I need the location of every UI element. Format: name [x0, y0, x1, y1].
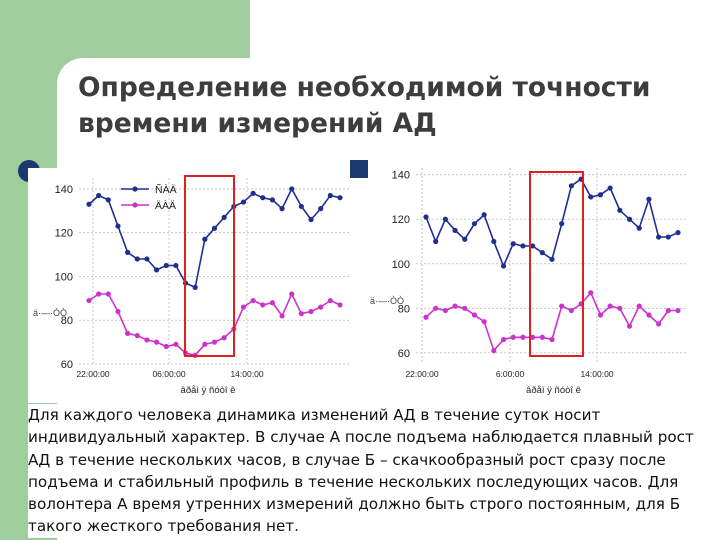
data-point	[608, 185, 613, 190]
data-point	[96, 291, 101, 296]
data-point	[549, 257, 554, 262]
series-line-diastolic	[89, 294, 340, 355]
data-point	[646, 197, 651, 202]
legend-label: ÄÀÄ	[155, 200, 177, 212]
data-point	[144, 256, 149, 261]
data-point	[452, 303, 457, 308]
slide-title: Определение необходимой точности времени измерений АД	[78, 72, 651, 139]
x-tick-label: 6:00:00	[495, 369, 525, 379]
data-point	[482, 212, 487, 217]
data-point	[540, 250, 545, 255]
data-point	[193, 285, 198, 290]
data-point	[540, 335, 545, 340]
y-tick-label: 140	[54, 183, 73, 196]
data-point	[106, 291, 111, 296]
data-point	[154, 267, 159, 272]
data-point	[144, 337, 149, 342]
data-point	[106, 197, 111, 202]
data-point	[472, 221, 477, 226]
data-point	[549, 337, 554, 342]
data-point	[423, 214, 428, 219]
series-line-systolic	[89, 189, 340, 288]
data-point	[270, 300, 275, 305]
legend-marker	[132, 186, 137, 191]
data-point	[241, 305, 246, 310]
y-tick-label: 80	[60, 315, 73, 328]
data-point	[270, 197, 275, 202]
data-point	[617, 208, 622, 213]
data-point	[318, 206, 323, 211]
data-point	[452, 228, 457, 233]
y-tick-label: 120	[54, 227, 73, 240]
data-point	[337, 195, 342, 200]
data-point	[520, 243, 525, 248]
data-point	[520, 335, 525, 340]
data-point	[279, 313, 284, 318]
data-point	[299, 311, 304, 316]
x-tick-label: 14:00:00	[230, 369, 264, 379]
data-point	[646, 312, 651, 317]
data-point	[491, 239, 496, 244]
series-line-systolic	[426, 179, 678, 266]
side-label: ä·—·ÒÒ	[33, 307, 68, 318]
data-point	[569, 308, 574, 313]
y-tick-label: 60	[60, 359, 73, 371]
data-point	[212, 340, 217, 345]
data-point	[173, 342, 178, 347]
y-tick-label: 60	[397, 347, 410, 360]
data-point	[222, 335, 227, 340]
legend-label: ÑÀÄ	[155, 184, 177, 196]
data-point	[125, 250, 130, 255]
data-point	[433, 239, 438, 244]
data-point	[308, 309, 313, 314]
data-point	[164, 263, 169, 268]
x-tick-label: 14:00:00	[580, 369, 614, 379]
y-tick-label: 80	[397, 303, 410, 316]
data-point	[308, 217, 313, 222]
data-point	[328, 193, 333, 198]
data-point	[491, 348, 496, 353]
data-point	[617, 306, 622, 311]
highlight-box	[185, 176, 234, 356]
data-point	[559, 221, 564, 226]
data-point	[637, 303, 642, 308]
data-point	[115, 224, 120, 229]
data-point	[569, 183, 574, 188]
data-point	[318, 305, 323, 310]
x-tick-label: 06:00:00	[152, 369, 186, 379]
data-point	[598, 192, 603, 197]
data-point	[115, 309, 120, 314]
y-tick-label: 100	[391, 258, 410, 271]
chart-b	[416, 168, 688, 364]
data-point	[433, 306, 438, 311]
data-point	[328, 298, 333, 303]
y-tick-label: 100	[54, 271, 73, 284]
data-point	[656, 321, 661, 326]
data-point	[337, 302, 342, 307]
data-point	[289, 186, 294, 191]
data-point	[289, 291, 294, 296]
data-point	[472, 312, 477, 317]
side-label: ä·—·ÒÒ	[370, 295, 405, 306]
data-point	[511, 241, 516, 246]
data-point	[135, 333, 140, 338]
legend-marker	[132, 202, 137, 207]
y-tick-label: 120	[391, 214, 410, 227]
data-point	[251, 298, 256, 303]
data-point	[135, 256, 140, 261]
data-point	[675, 230, 680, 235]
x-axis-label: âðåì ÿ ñóòî ê	[180, 385, 236, 396]
data-point	[675, 308, 680, 313]
data-point	[423, 315, 428, 320]
data-point	[251, 191, 256, 196]
data-point	[637, 226, 642, 231]
data-point	[164, 344, 169, 349]
data-point	[96, 193, 101, 198]
data-point	[125, 331, 130, 336]
x-axis-label: âðåì ÿ ñóòî ê	[526, 385, 581, 396]
data-point	[666, 234, 671, 239]
data-point	[588, 194, 593, 199]
description-text: Для каждого человека динамика изменений АД в течение суток носит индивидуальный характер. В случае А после подъема наблюдается плавный рост АД в течение нескольких часов, в случае Б – скачкообразный рост сразу после подъема и стабильный профиль в течение нескольких последующих часов. Для волонтера А время утренних измерений должно быть строго постоянным, для Б такого жесткого требования нет.	[28, 404, 708, 538]
x-tick-label: 22:00:00	[76, 369, 110, 379]
data-point	[443, 217, 448, 222]
data-point	[202, 342, 207, 347]
data-point	[443, 308, 448, 313]
data-point	[627, 217, 632, 222]
data-point	[588, 290, 593, 295]
y-tick-label: 140	[391, 169, 410, 182]
data-point	[501, 263, 506, 268]
data-point	[260, 302, 265, 307]
data-point	[173, 263, 178, 268]
data-point	[462, 306, 467, 311]
data-point	[666, 308, 671, 313]
data-point	[86, 298, 91, 303]
data-point	[511, 335, 516, 340]
data-point	[279, 206, 284, 211]
data-point	[202, 237, 207, 242]
data-point	[154, 340, 159, 345]
data-point	[222, 215, 227, 220]
data-point	[656, 234, 661, 239]
data-point	[260, 195, 265, 200]
data-point	[627, 324, 632, 329]
data-point	[482, 319, 487, 324]
data-point	[241, 199, 246, 204]
x-tick-label: 22:00:00	[405, 369, 439, 379]
data-point	[299, 204, 304, 209]
data-point	[598, 312, 603, 317]
data-point	[559, 303, 564, 308]
chart-a	[79, 176, 350, 364]
data-point	[501, 337, 506, 342]
data-point	[212, 226, 217, 231]
data-point	[462, 237, 467, 242]
data-point	[86, 202, 91, 207]
data-point	[608, 303, 613, 308]
